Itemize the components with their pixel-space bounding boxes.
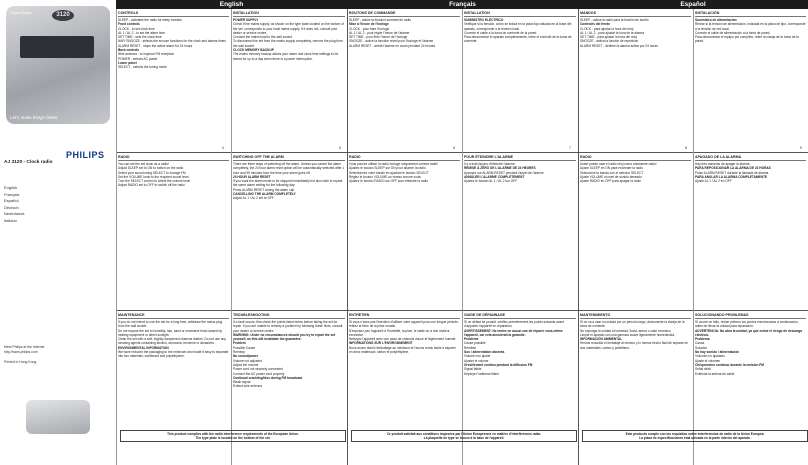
- text-line: Ajuste VOLUME al nivel de sonido deseado: [580, 174, 642, 179]
- text-line: CANCELLING THE ALARM COMPLETELY: [233, 192, 296, 197]
- text-line: ALARM RESET - detiene la alarma activa por 24 horas: [580, 43, 658, 48]
- printed-text: Printed in Hong Kong: [4, 360, 37, 364]
- cover-brand-small: Clock Radio: [10, 10, 32, 15]
- text-line: Extend wire antenna: [233, 384, 263, 389]
- section-title: ENTRETIEN: [349, 313, 460, 319]
- internet-block: [4, 345, 44, 365]
- column-divider: [693, 9, 694, 465]
- text-line: Turn the SELECT control to select the volume level: [118, 179, 191, 184]
- text-line: Set the VOLUME knob to the required sound level: [118, 174, 189, 179]
- text-line: Adjust RADIO set to OFF to switch off the radio: [118, 183, 185, 188]
- column-divider: [462, 9, 463, 465]
- text-line: SNOOZE - activa la función de repetición: [580, 39, 639, 44]
- text-line: SUMINISTRO ELÉCTRICO: [464, 18, 504, 22]
- section-alarm-off-es: [695, 155, 806, 183]
- text-line: ALARM RESET - stops the active alarm for 24 hours: [118, 43, 193, 48]
- text-line: CLOCK MEMORY BACKUP: [233, 48, 274, 53]
- notice-box-es: Este producto cumple con los requisitos sobre interferencias de radio de la Unión Europea. La placa de especificaciones está ubicada en la parte inferior del aparato.: [582, 430, 808, 442]
- text-line: AL 1 / AL 2 - pour régler l'heure de l'alarme: [349, 30, 410, 35]
- text-line: SELECT - selects the tuning mode: [118, 65, 167, 70]
- text-line: PARA REPOSICIONAR LA ALARMA DE 24 HORAS: [695, 166, 771, 171]
- cover-panel: [0, 0, 116, 465]
- text-line: Causa: [695, 341, 705, 346]
- section-title: APAGADO DE LA ALARMA: [695, 155, 806, 161]
- text-line: N'exposez pas l'appareil à l'humidité, la pluie, le sable ou à une chaleur excessive.: [349, 328, 450, 337]
- text-line: SLEEP - activates the radio for sleep function: [118, 18, 183, 22]
- text-line: INFORMACIÓN AMBIENTAL: [580, 337, 623, 342]
- text-line: Nettoyez l'appareil avec une peau de chamois douce et légèrement humide.: [349, 337, 457, 342]
- text-line: Verifique si la tensión, como se indica en la placa tipo situada en la base del aparato, corresponde a la tensión local.: [464, 22, 572, 31]
- text-line: Problema: [695, 337, 710, 342]
- section-title: MAINTENANCE: [118, 313, 229, 319]
- text-line: SNOOZE - active la fonction réveil pour l'horloge et l'alarme: [349, 39, 434, 44]
- text-line: NAP/ SNOOZE - selects the snooze functions for the clock and alarms times: [118, 39, 226, 44]
- text-line: Grésillement continu pendant la diffusion FM: [464, 362, 533, 367]
- section-radio-fr: [349, 155, 460, 183]
- language-item: Français: [4, 191, 20, 197]
- text-line: Remedy: [233, 350, 245, 355]
- text-line: Il y a trois façons d'éteindre l'alarme.: [464, 162, 516, 166]
- text-line: Para desconectar el aparato completamente, retire el enchufe de la toma de corriente.: [464, 35, 572, 44]
- text-line: Déployer l'antenne filaire: [464, 371, 499, 376]
- text-line: No exponga la unidad a humedad, lluvia, arena o calor excesivo.: [580, 328, 672, 333]
- text-line: Ajuster le volume: [464, 358, 489, 363]
- section-title: RADIO: [118, 155, 229, 161]
- notice-box-fr: Ce produit satisfait aux conditions imposées par l'Union Européenne en matière d'interférences radio. La plaquette de type se trouve à la base de l'appareil.: [351, 430, 577, 442]
- section-maintenance-es: [580, 313, 691, 350]
- section-installation-es: [695, 11, 806, 44]
- text-line: WARNING: Under no circumstances should you try to repair the set yourself, as this will invalidate the guarantee.: [233, 332, 336, 342]
- text-line: Mise à l'heure de l'horloge: [349, 22, 389, 27]
- text-line: Adjust SLEEP set to ON to switch on the radio: [118, 166, 184, 171]
- text-line: If you want the alarm mode to be stopped immediately but also wish to repeat the same alarm setting for the following day:: [233, 179, 343, 188]
- section-controls-fr: [349, 11, 460, 48]
- text-line: INFORMATIONS SUR L'ENVIRONNEMENT: [349, 341, 413, 346]
- text-line: No hay sonido / alimentación: [695, 350, 740, 355]
- text-line: SLEEP - active la fonction sommeil de radio: [349, 18, 411, 22]
- page-number: 8: [685, 146, 687, 150]
- text-line: ANNULER L'ALARME COMPLÈTEMENT: [464, 174, 525, 179]
- text-line: If a fault occurs, first check the points listed below before taking the set for repair. If you are unable to remedy a problem by following these hints, consult your dealer or service centre.: [233, 320, 343, 333]
- section-title: INSTALLATION: [464, 11, 576, 17]
- text-line: Conecte el cable de alimentación a la toma de pared.: [695, 30, 771, 35]
- text-line: Connect the AC power cord properly: [233, 371, 285, 376]
- text-line: Controles del frente: [580, 22, 611, 27]
- section-title: MANTENIMIENTO: [580, 313, 691, 319]
- text-line: REMISE À ZÉRO DE L'ALARME DE 24 HEURES: [464, 166, 536, 171]
- section-title: CONTROLS: [118, 11, 229, 17]
- text-line: Usted puede usar el radio reloj como solamente radio!: [580, 162, 657, 166]
- text-line: Réglez le bouton VOLUME au niveau sonore voulu: [349, 174, 422, 179]
- text-line: Press ALARM RESET during the alarm call: [233, 187, 294, 192]
- text-line: Ajuste el volumen: [695, 358, 721, 363]
- section-title: INSTALACIÓN: [695, 11, 806, 17]
- column-divider: [231, 9, 232, 465]
- section-maintenance-en: [118, 313, 229, 359]
- page-number: 4: [222, 146, 224, 150]
- text-line: Problem: [233, 341, 246, 346]
- page-number: 7: [569, 146, 571, 150]
- text-line: Lower panel: [118, 60, 137, 65]
- text-line: Check if the mains supply, as shown on the type plate located on the bottom of the set, corresponds to your local mains supply. If it does not, consult your dealer or service centre.: [233, 22, 344, 35]
- model-badge: 3120: [52, 10, 74, 21]
- text-line: Appuyez sur ALARM RESET pendant l'appel de l'alarme: [464, 170, 544, 175]
- text-line: Si vous n'avez pas l'intention d'utiliser votre appareil pour une longue période, retirez la fiche de la prise murale.: [349, 320, 459, 329]
- text-line: Weak signal: [233, 380, 251, 385]
- column-divider: [347, 9, 348, 465]
- text-line: Adjust the volume: [233, 362, 259, 367]
- text-line: ENVIRONMENTAL INFORMATION: [118, 345, 169, 350]
- text-line: Ajuste AL 1 / AL 2 en OFF: [695, 179, 732, 184]
- text-line: Select your sound using SELECT to change FM: [118, 170, 186, 175]
- section-title: SOLUCIONANDO PROBLEMAS: [695, 313, 806, 319]
- section-installation-fr: [464, 11, 576, 44]
- section-title: BOUTONS DE COMMANDE: [349, 11, 460, 17]
- clock-display: [20, 36, 94, 58]
- text-line: ALARM RESET - arrête l'alarme en cours pendant 24 heures: [349, 43, 436, 48]
- language-item: English: [4, 185, 18, 190]
- section-troubleshooting-fr: [464, 313, 576, 376]
- page-number: 5: [339, 146, 341, 150]
- section-troubleshooting-es: [695, 313, 806, 376]
- text-line: Nous avons réduit l'emballage au minimum et l'avons rendu facile à séparer en deux matériaux: carton et polyéthylène.: [349, 345, 456, 355]
- clock-radio-illustration-small: [26, 400, 90, 434]
- clock-radio-illustration: [6, 6, 110, 124]
- text-line: Wire antenna - to improve FM reception: [118, 52, 175, 57]
- section-title: RADIO: [349, 155, 460, 161]
- text-line: Ajustez le bouton AL 1 / AL 2 sur OFF: [464, 179, 518, 184]
- section-radio-en: [118, 155, 229, 188]
- section-maintenance-fr: [349, 313, 460, 354]
- column-divider: [578, 9, 579, 465]
- language-item: Español: [4, 198, 19, 203]
- text-line: Vous pouvez utiliser la radio horloge uniquement comme radio!: [349, 162, 438, 166]
- text-line: POWER SUPPLY: [233, 18, 259, 22]
- text-line: AL 1 / AL 2 - to set the alarm time: [118, 30, 166, 35]
- text-line: Si ocurre un fallo, revise primero los puntos mencionados a continuación, antes de llevar la unidad para reparación.: [695, 320, 799, 329]
- text-line: Solución: [695, 345, 708, 350]
- section-troubleshooting-en: [233, 313, 345, 389]
- text-line: Front controls: [118, 22, 140, 27]
- text-line: Si no va a usar su unidad por un período largo, desconecte la clavija de la toma de corriente.: [580, 320, 685, 329]
- text-line: Power cord not securely connected: [233, 367, 283, 372]
- website-url: http://www.philips.com: [4, 349, 38, 354]
- text-line: Revise si la tensión de alimentación, indicada en la placa de tipo, corresponde a la tensión de red local.: [695, 22, 806, 31]
- page-number: 6: [453, 146, 455, 150]
- cover-tagline: Let's make things better.: [10, 115, 59, 120]
- text-line: AL 1 / AL 2 - para ajustar la hora de la alarma: [580, 30, 645, 35]
- text-line: Clean the set with a soft, slightly dampened chamois leather. Do not use any cleaning agents containing alcohol, ammonia, benzene or abrasives.: [118, 337, 226, 346]
- text-line: Extienda la antena de cable: [695, 371, 735, 376]
- meet-text: Meet Philips at the Internet: [4, 345, 45, 349]
- section-title: RADIO: [580, 155, 691, 161]
- page-number: 9: [800, 146, 802, 150]
- text-line: No sound/power: [233, 354, 258, 359]
- text-line: 24 HOUR ALARM RESET: [233, 174, 271, 179]
- text-line: Problème: [464, 337, 479, 342]
- text-line: Conecte el cable a la toma de corriente de la pared.: [464, 30, 538, 35]
- section-controls-en: [118, 11, 229, 70]
- text-line: Seleccione la banda con el selector SELECT: [580, 170, 644, 175]
- text-line: POWER - selects AC power: [118, 56, 158, 61]
- text-line: Sélectionnez votre bande en ajustant le bouton SELECT: [349, 170, 429, 175]
- text-line: CLOCK - para ajustar la hora del reloj: [580, 26, 634, 31]
- text-line: SET TIME - para ajustar la hora del reloj: [580, 35, 637, 40]
- text-line: If you do not intend to use the set for a long time, withdraw the mains plug from the wall socket.: [118, 320, 223, 329]
- text-line: Adjust AL 1 / AL 2 set to OFF: [233, 196, 274, 201]
- language-item: Deutsch: [4, 204, 19, 210]
- language-list: [4, 185, 24, 224]
- text-line: You can set the set clock as a radio!: [118, 162, 169, 166]
- text-line: Son / alimentation absents: [464, 350, 505, 355]
- text-line: CLOCK - to set clock time: [118, 26, 155, 31]
- text-line: PARA ANULAR LA ALARMA COMPLETAMENTE: [695, 174, 768, 179]
- text-line: Hay tres maneras de apagar la alarma.: [695, 162, 751, 166]
- text-line: Si un défaut se produit, vérifiez premièrement les points suivants avant d'apporter l'appareil en réparation.: [464, 320, 564, 329]
- text-line: To disconnect the set from the mains supply completely, remove the plug from the wall socket.: [233, 39, 343, 48]
- header-english: English: [116, 0, 347, 9]
- section-title: TROUBLESHOOTING: [233, 313, 345, 319]
- text-line: Cause possible: [464, 341, 486, 346]
- text-line: Ajustez le bouton SLEEP sur ON pour allumer la radio: [349, 166, 426, 171]
- text-line: Continual crackling/hiss during FM broadcast: [233, 375, 303, 380]
- section-title: INSTALLATION: [233, 11, 345, 17]
- text-line: There are three ways of switching off the alarm. Unless you cancel the alarm completely, the 24 hour alarm reset option will be automatically selected after 1 hour and 59 minutes from the time your alarm goes off.: [233, 162, 345, 175]
- notice-box-en: This product complies with the radio interference requirements of the European Union. The type plate is located on the bottom of the set.: [120, 430, 346, 442]
- text-line: Volumen no ajustado: [695, 354, 725, 359]
- text-line: Possible Cause: [233, 345, 256, 350]
- text-line: ADVERTENCIA: No abra la unidad, ya que existe el riesgo de descarga eléctrica.: [695, 328, 802, 337]
- section-title: POUR ÉTEINDRE L'ALARME: [464, 155, 576, 161]
- text-line: Para desconectar el equipo por completo, retire la clavija de la toma de la pared.: [695, 35, 799, 44]
- language-item: Italiano: [4, 217, 17, 223]
- section-title: SWITCHING OFF THE ALARM: [233, 155, 345, 161]
- section-alarm-off-fr: [464, 155, 576, 183]
- text-line: SET TIME - sets the clock time: [118, 35, 162, 40]
- text-line: Chisporroteo continuo durante la emisión FM: [695, 362, 764, 367]
- text-line: Ajustez le bouton RADIO sur OFF pour éteindre la radio: [349, 179, 429, 184]
- language-item: Nederlands: [4, 211, 25, 216]
- column-divider: [116, 9, 117, 465]
- text-line: Remède: [464, 345, 477, 350]
- section-title: MANDOS: [580, 11, 691, 17]
- text-line: Do not expose the set to humidity, rain, sand or excessive heat caused by heating equipment or direct sunlight.: [118, 328, 222, 337]
- section-installation-en: [233, 11, 345, 61]
- text-line: AVERTISSEMENT: Ne tentez en aucun cas de réparer vous-même l'appareil, car cela annulerait la garantie.: [464, 328, 563, 337]
- text-line: Signal faible: [464, 367, 482, 372]
- text-line: Hemos reducido el embalaje al mínimo y lo hemos hecho fácil de separar en dos materiales: cartón y polietileno.: [580, 341, 689, 350]
- text-line: SET TIME - pour fixer l'heure de l'horloge: [349, 35, 408, 40]
- section-radio-es: [580, 155, 691, 183]
- text-line: The mains memory backup allows your alarm and clock time settings to be stored for up to a day when there is a power interruption.: [233, 52, 339, 61]
- text-line: Limpie el aparato con una gamuza suave ligeramente humedecida.: [580, 332, 675, 337]
- text-line: Señal débil: [695, 367, 711, 372]
- model-title: AJ 3120 - Clock radio: [4, 160, 53, 165]
- header-francais: Français: [347, 0, 578, 9]
- text-line: Ajuste RADIO en OFF para apagar la radio: [580, 179, 641, 184]
- text-line: We have reduced the packaging to the minimum and made it easy to separate into two materials: cardboard and polyethylene.: [118, 350, 229, 359]
- section-controls-es: [580, 11, 691, 48]
- section-alarm-off-en: [233, 155, 345, 201]
- text-line: Pulse ALARM RESET durante la llamada de alarma: [695, 170, 769, 175]
- text-line: Volume non ajusté: [464, 354, 491, 359]
- text-line: CLOCK - pour faire l'horloge: [349, 26, 390, 31]
- header-espanol: Español: [578, 0, 808, 9]
- text-line: Connect the mains lead to the wall socket.: [233, 35, 293, 40]
- text-line: Suministro de alimentación: [695, 18, 737, 22]
- text-line: Volume not adjusted: [233, 358, 262, 363]
- text-line: Back controls: [118, 48, 140, 53]
- text-line: Ajuste SLEEP en ON para encender la radio: [580, 166, 643, 171]
- philips-logo: PHILIPS: [66, 150, 105, 160]
- text-line: SLEEP - activa la radio para la función de sueño: [580, 18, 649, 22]
- section-title: GUIDE DE DÉPANNAGE: [464, 313, 576, 319]
